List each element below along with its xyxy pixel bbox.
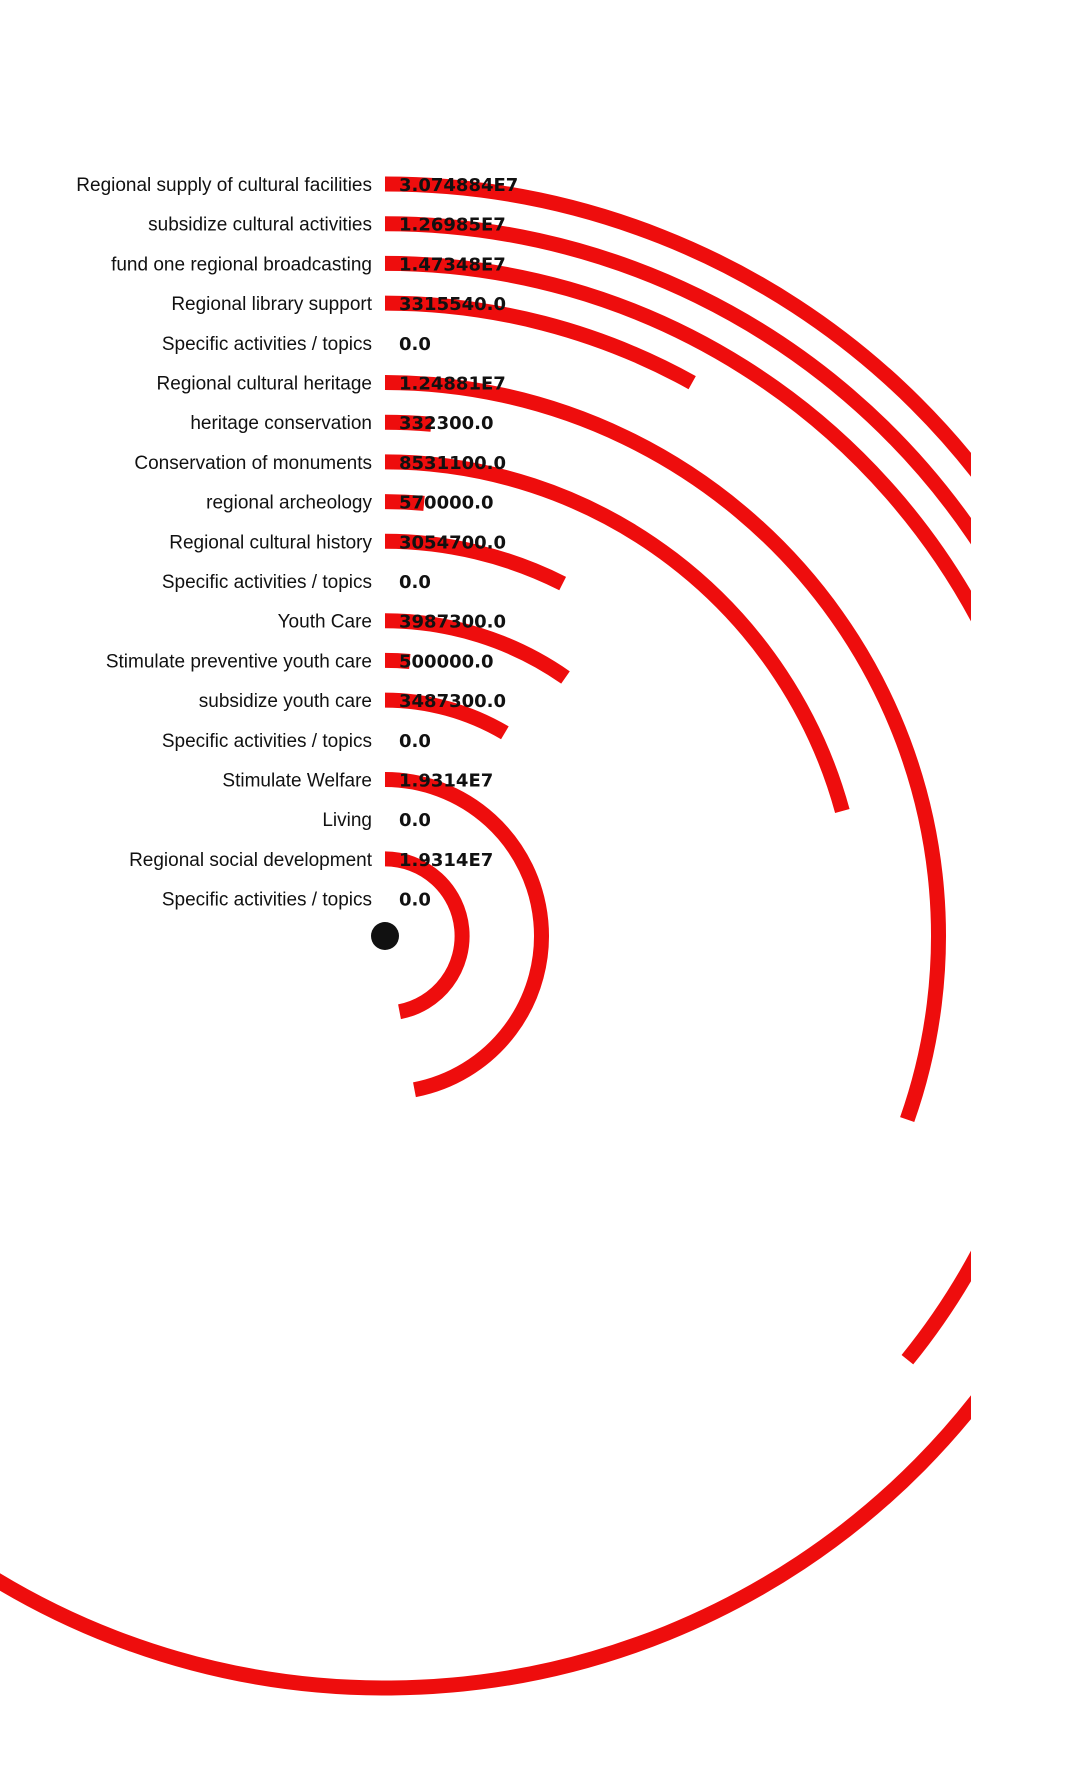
value-label-16: 0.0 xyxy=(399,810,431,832)
arcs-layer xyxy=(0,184,1086,1688)
category-label-13: subsidize youth care xyxy=(198,691,372,713)
value-label-11: 3987300.0 xyxy=(399,611,507,633)
value-label-10: 0.0 xyxy=(399,572,431,593)
category-label-2: fund one regional broadcasting xyxy=(111,254,372,276)
value-label-9: 3054700.0 xyxy=(399,532,507,554)
category-label-8: regional archeology xyxy=(206,492,372,514)
value-label-15: 1.9314E7 xyxy=(399,770,494,792)
value-label-14: 0.0 xyxy=(399,730,431,752)
category-label-0: Regional supply of cultural facilities xyxy=(76,175,372,196)
category-label-18: Specific activities / topics xyxy=(161,889,372,911)
category-label-6: heritage conservation xyxy=(190,413,372,435)
arc-bar-7 xyxy=(385,462,842,811)
value-label-17: 1.9314E7 xyxy=(399,849,494,871)
value-label-6: 332300.0 xyxy=(399,413,494,435)
value-label-5: 1.24881E7 xyxy=(399,373,506,395)
category-label-11: Youth Care xyxy=(277,611,372,633)
category-label-16: Living xyxy=(322,810,372,832)
category-label-9: Regional cultural history xyxy=(169,532,372,554)
value-label-12: 500000.0 xyxy=(399,651,494,673)
category-label-12: Stimulate preventive youth care xyxy=(105,651,372,673)
category-label-1: subsidize cultural activities xyxy=(148,214,372,236)
category-label-3: Regional library support xyxy=(171,294,372,316)
center-dot xyxy=(371,922,399,950)
category-label-7: Conservation of monuments xyxy=(134,452,372,474)
category-label-17: Regional social development xyxy=(129,849,372,871)
value-label-1: 1.26985E7 xyxy=(399,214,506,236)
value-label-2: 1.47348E7 xyxy=(399,254,506,276)
value-label-18: 0.0 xyxy=(399,889,431,911)
value-label-0: 3.074884E7 xyxy=(399,175,519,196)
category-label-4: Specific activities / topics xyxy=(161,333,372,355)
category-label-15: Stimulate Welfare xyxy=(222,770,372,792)
value-label-3: 3315540.0 xyxy=(399,294,507,316)
category-label-10: Specific activities / topics xyxy=(161,572,372,593)
value-label-13: 3487300.0 xyxy=(399,691,507,713)
value-label-7: 8531100.0 xyxy=(399,452,507,474)
value-label-4: 0.0 xyxy=(399,333,431,355)
value-label-8: 570000.0 xyxy=(399,492,494,514)
category-label-14: Specific activities / topics xyxy=(161,730,372,752)
category-label-5: Regional cultural heritage xyxy=(156,373,372,395)
